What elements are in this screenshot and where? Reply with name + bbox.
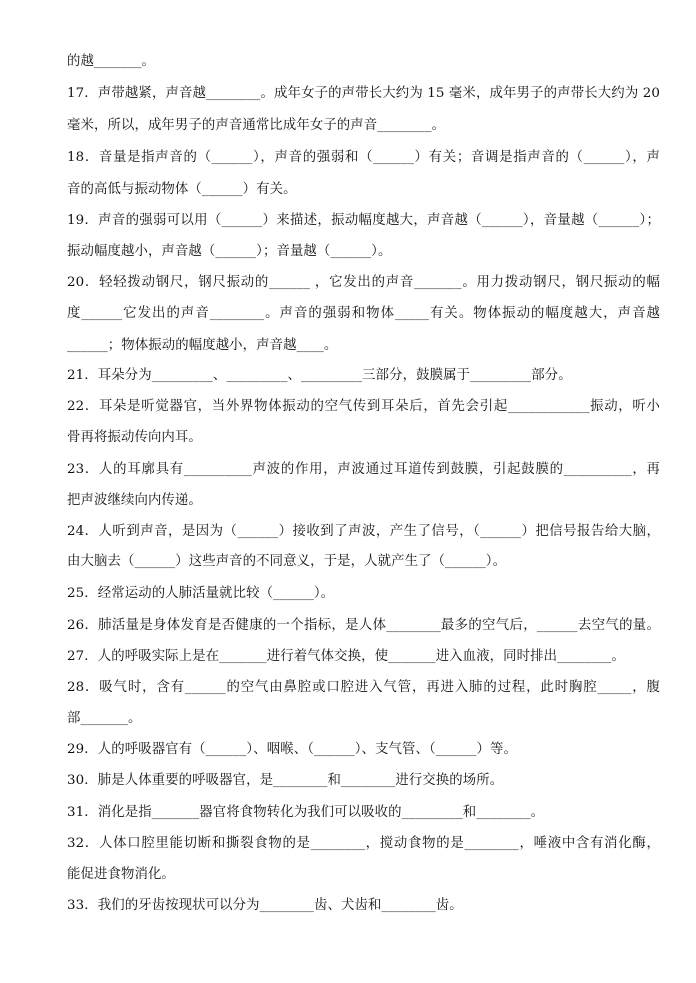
question-21-line-1: 21．耳朵分为_________、_________、_________三部分，鼓膜属于_________部分。 [67,368,572,383]
question-18-line-1: 18．音量是指声音的（______），声音的强弱和（______）有关；音调是指声音的（______），声 [67,150,660,165]
question-30-line-1: 30．肺是人体重要的呼吸器官，是________和________进行交换的场所。 [67,773,504,788]
question-20-line-2: 度______它发出的声音________。声音的强弱和物体_____有关。物体振动的幅度越大，声音越 [67,306,660,321]
question-18-line-2: 音的高低与振动物体（______）有关。 [67,182,297,197]
question-22-line-1: 22．耳朵是听觉器官，当外界物体振动的空气传到耳朵后，首先会引起____________振动，听小 [67,399,660,414]
question-23-line-1: 23．人的耳廓具有__________声波的作用，声波通过耳道传到鼓膜，引起鼓膜的__________，再 [67,462,660,477]
question-19-line-1: 19．声音的强弱可以用（______）来描述，振动幅度越大，声音越（______），音量越（______）； [67,213,660,228]
question-28-line-1: 28．吸气时，含有______的空气由鼻腔或口腔进入气管，再进入肺的过程，此时胸腔_____，腹 [67,680,660,695]
question-20-line-1: 20．轻轻拨动钢尺，钢尺振动的______ ，它发出的声音_______。用力拨动钢尺，钢尺振动的幅 [67,275,660,290]
question-28-line-2: 部_______。 [67,711,142,726]
question-24-line-1: 24．人听到声音，是因为（______）接收到了声波，产生了信号，（______）把信号报告给大脑， [67,524,660,539]
text-line: 的越_______。 [67,54,156,69]
question-20-line-3: ______；物体振动的幅度越小，声音越____。 [67,338,338,353]
question-17-line-1: 17．声带越紧，声音越________。成年女子的声带长大约为 15 毫米，成年男子的声带长大约为 20 [67,86,660,101]
question-32-line-2: 能促进食物消化。 [67,867,175,882]
question-32-line-1: 32．人体口腔里能切断和撕裂食物的是________，搅动食物的是________，唾液中含有消化酶， [67,836,660,851]
question-33-line-1: 33．我们的牙齿按现状可以分为________齿、犬齿和________齿。 [67,898,463,913]
question-23-line-2: 把声波继续向内传递。 [67,493,202,508]
question-26-line-1: 26．肺活量是身体发育是否健康的一个指标，是人体________最多的空气后，______去空气的量。 [67,618,660,633]
question-24-line-2: 由大脑去（______）这些声音的不同意义，于是，人就产生了（______）。 [67,554,507,569]
question-19-line-2: 振动幅度越小，声音越（______）；音量越（______）。 [67,244,392,259]
question-29-line-1: 29．人的呼吸器官有（______）、咽喉、（______）、支气管、（______）等。 [67,742,518,757]
question-22-line-2: 骨再将振动传向内耳。 [67,430,202,445]
question-25-line-1: 25．经常运动的人肺活量就比较（______）。 [67,586,335,601]
question-27-line-1: 27．人的呼吸实际上是在_______进行着气体交换，使_______进入血液，同时排出________。 [67,649,625,664]
question-17-line-2: 毫米，所以，成年男子的声音通常比成年女子的声音________。 [67,118,446,133]
question-31-line-1: 31．消化是指_______器官将食物转化为我们可以吸收的_________和________。 [67,805,545,820]
